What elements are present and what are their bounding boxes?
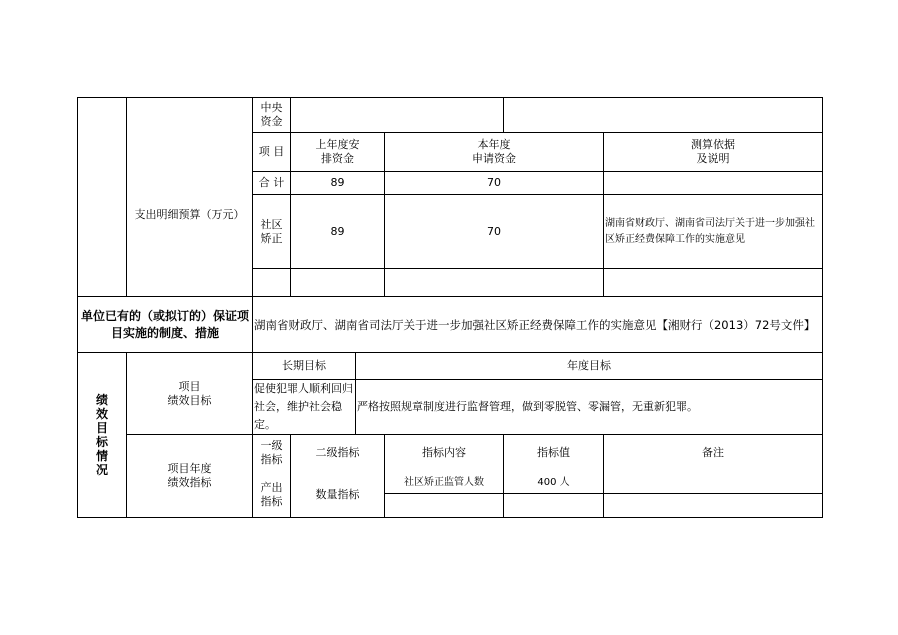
total-last-year: 89 bbox=[330, 176, 345, 189]
expense-detail-budget-label: 支出明细预算（万元） bbox=[134, 207, 245, 221]
total-this-year: 70 bbox=[487, 176, 501, 189]
annual-indicators-label: 项目年度 绩效指标 bbox=[167, 462, 212, 489]
col-this-year-header: 本年度 申请资金 bbox=[472, 138, 516, 165]
performance-label-text: 绩效目标情况 bbox=[95, 393, 108, 477]
rule bbox=[503, 97, 504, 133]
long-term-text: 促使犯罪人顺利回归社会，维护社会稳定。 bbox=[254, 382, 353, 431]
content-header: 指标内容 bbox=[422, 446, 466, 459]
level1-header: 一级 指标 bbox=[260, 439, 283, 466]
row-this-year: 70 bbox=[487, 224, 501, 238]
rule bbox=[822, 97, 823, 518]
row-basis: 湖南省财政厅、湖南省司法厅关于进一步加强社区矫正经费保障工作的实施意见 bbox=[605, 217, 815, 245]
project-performance-label: 项目 绩效目标 bbox=[167, 379, 212, 407]
rule bbox=[77, 517, 823, 518]
quantity-indicator-label: 数量指标 bbox=[315, 487, 360, 501]
guarantee-label: 单位已有的（或拟订的）保证项目实施的制度、措施 bbox=[80, 308, 249, 340]
guarantee-text: 湖南省财政厅、湖南省司法厅关于进一步加强社区矫正经费保障工作的实施意见【湘财行（2013）72号文件】 bbox=[254, 317, 816, 332]
indicator-content: 社区矫正监管人数 bbox=[404, 476, 484, 488]
annual-text: 严格按照规章制度进行监督管理，做到零脱管、零漏管，无重新犯罪。 bbox=[357, 400, 698, 413]
total-label: 合 计 bbox=[258, 176, 285, 189]
long-term-header: 长期目标 bbox=[282, 359, 326, 372]
col-basis-header: 测算依据 及说明 bbox=[691, 138, 735, 165]
row-last-year: 89 bbox=[330, 224, 345, 238]
remark-header: 备注 bbox=[702, 446, 724, 459]
central-funds-label: 中央 资金 bbox=[260, 101, 283, 128]
level2-header: 二级指标 bbox=[315, 446, 360, 459]
annual-header: 年度目标 bbox=[567, 359, 611, 372]
col-item-header: 项 目 bbox=[258, 145, 285, 158]
rule bbox=[252, 268, 823, 269]
value-header: 指标值 bbox=[537, 446, 570, 459]
performance-label bbox=[78, 353, 126, 517]
col-last-year-header: 上年度安 排资金 bbox=[315, 138, 360, 165]
output-indicator-label: 产出 指标 bbox=[260, 480, 283, 508]
row-item-label: 社区 矫正 bbox=[260, 217, 283, 245]
rule bbox=[77, 97, 823, 98]
indicator-value: 400 人 bbox=[537, 476, 570, 488]
